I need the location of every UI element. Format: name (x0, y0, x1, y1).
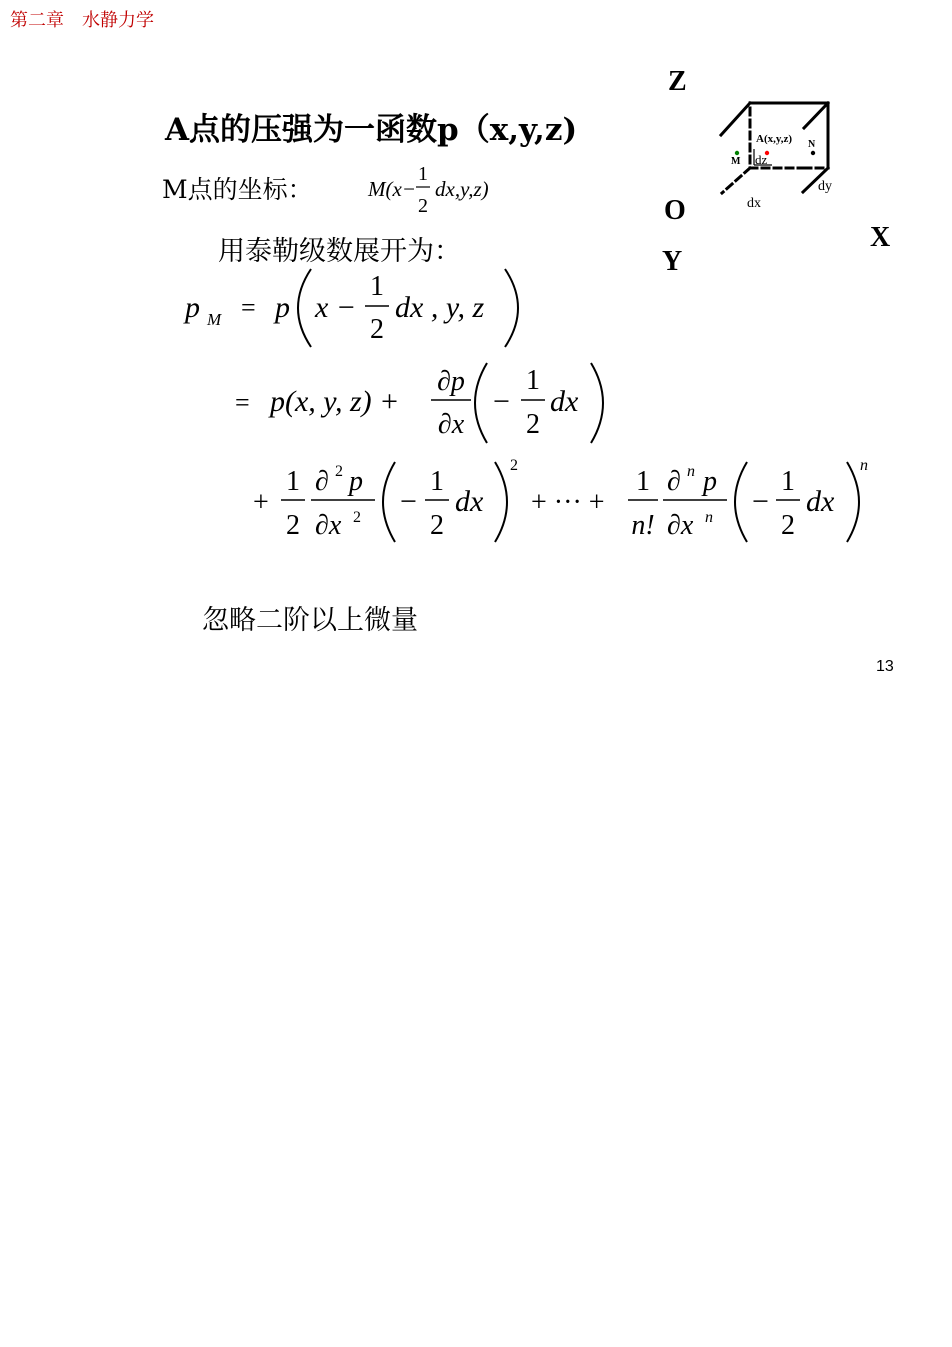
eq2-frac-num: 1 (526, 365, 540, 396)
eq3-dx-2: dx (806, 485, 835, 518)
eq3-dn-num-partial: ∂ (667, 466, 681, 497)
eq3-right-paren-1 (495, 462, 507, 542)
eq3-power-2: n (860, 457, 868, 474)
m-point-expression (365, 158, 535, 220)
eq1-frac-num: 1 (370, 271, 384, 302)
eq3-coef-num: 1 (286, 466, 300, 497)
eq3-frac1-den: 2 (430, 510, 444, 541)
eq2-deriv-den: ∂x (437, 409, 465, 440)
equation-line-2 (225, 355, 610, 450)
eq3-right-paren-2 (847, 462, 859, 542)
eq3-d2-den: ∂x (315, 510, 342, 541)
eq3-frac2-den: 2 (781, 510, 795, 541)
dx-label: dx (747, 196, 761, 211)
page-title: A点的压强为一函数p（x,y,z) (165, 112, 578, 148)
eq1-right-paren (505, 269, 518, 347)
eq3-nfact-den: n! (631, 510, 655, 541)
m-frac-den: 2 (418, 195, 428, 217)
eq1-frac-den: 2 (370, 314, 384, 345)
eq2-right-paren (591, 363, 603, 443)
eq3-dots: + ··· + (531, 487, 605, 518)
eq3-dn-num-exp: n (687, 463, 695, 480)
axis-z-label: Z (668, 66, 687, 97)
cube-edge-top-right (804, 103, 828, 128)
eq1-p: p (275, 291, 290, 324)
eq2-dx: dx (550, 385, 579, 418)
eq3-minus-2: − (752, 485, 769, 518)
equation-line-1 (175, 262, 535, 357)
eq3-dn-num-p: p (703, 466, 717, 497)
m-expr-prefix: M(x− (368, 177, 416, 201)
eq3-left-paren-2 (735, 462, 747, 542)
ignore-higher-order-label: 忽略二阶以上微量 (202, 605, 418, 636)
point-n-dot (811, 151, 815, 155)
eq2-minus: − (493, 385, 510, 418)
eq3-nfact-num: 1 (636, 466, 650, 497)
eq3-dn-den: ∂x (667, 510, 694, 541)
page-number: 13 (876, 658, 894, 675)
eq1-left-paren (298, 269, 311, 347)
cube-edge-bottom-left (722, 168, 750, 193)
cube-edge-top-left (721, 103, 750, 135)
eq2-pxyz: p(x, y, z) + (270, 385, 400, 418)
m-point-label: M点的坐标： (162, 175, 313, 204)
eq2-deriv-num: ∂p (437, 366, 465, 397)
eq3-frac2-num: 1 (781, 466, 795, 497)
eq3-d2-num-exp: 2 (335, 463, 343, 480)
point-m-dot (735, 151, 739, 155)
point-n-label: N (808, 139, 816, 150)
eq1-equals: = (241, 293, 256, 322)
eq1-rest: dx , y, z (395, 291, 485, 324)
point-a-label: A(x,y,z) (756, 133, 793, 145)
eq2-frac-den: 2 (526, 409, 540, 440)
axis-y-label: Y (662, 246, 683, 277)
eq3-minus-1: − (400, 485, 417, 518)
eq1-lhs-p: p (185, 291, 200, 324)
equation-line-3 (245, 452, 885, 552)
eq3-plus: + (253, 487, 269, 518)
dy-label: dy (818, 179, 832, 194)
chapter-header: 第二章 水静力学 (10, 10, 154, 31)
eq1-lhs-sub: M (207, 310, 222, 329)
m-frac-num: 1 (418, 163, 428, 185)
fluid-element-diagram (710, 95, 850, 215)
eq3-left-paren-1 (383, 462, 395, 542)
eq1-x-minus: x − (315, 291, 357, 324)
eq3-frac1-num: 1 (430, 466, 444, 497)
eq2-equals: = (235, 388, 250, 417)
eq3-dx-1: dx (455, 485, 484, 518)
axis-o-label: O (664, 195, 686, 226)
axis-x-label: X (870, 222, 891, 253)
dz-label: dz (755, 152, 768, 167)
eq2-left-paren (475, 363, 487, 443)
eq3-d2-num-partial: ∂ (315, 466, 329, 497)
eq3-power-1: 2 (510, 457, 518, 474)
eq3-dn-den-exp: n (705, 509, 713, 526)
eq3-coef-den: 2 (286, 510, 300, 541)
eq3-d2-den-exp: 2 (353, 509, 361, 526)
point-m-label: M (731, 156, 741, 167)
eq3-d2-num-p: p (349, 466, 363, 497)
m-expr-suffix: dx,y,z) (435, 177, 489, 201)
taylor-label: 用泰勒级数展开为： (218, 236, 461, 267)
